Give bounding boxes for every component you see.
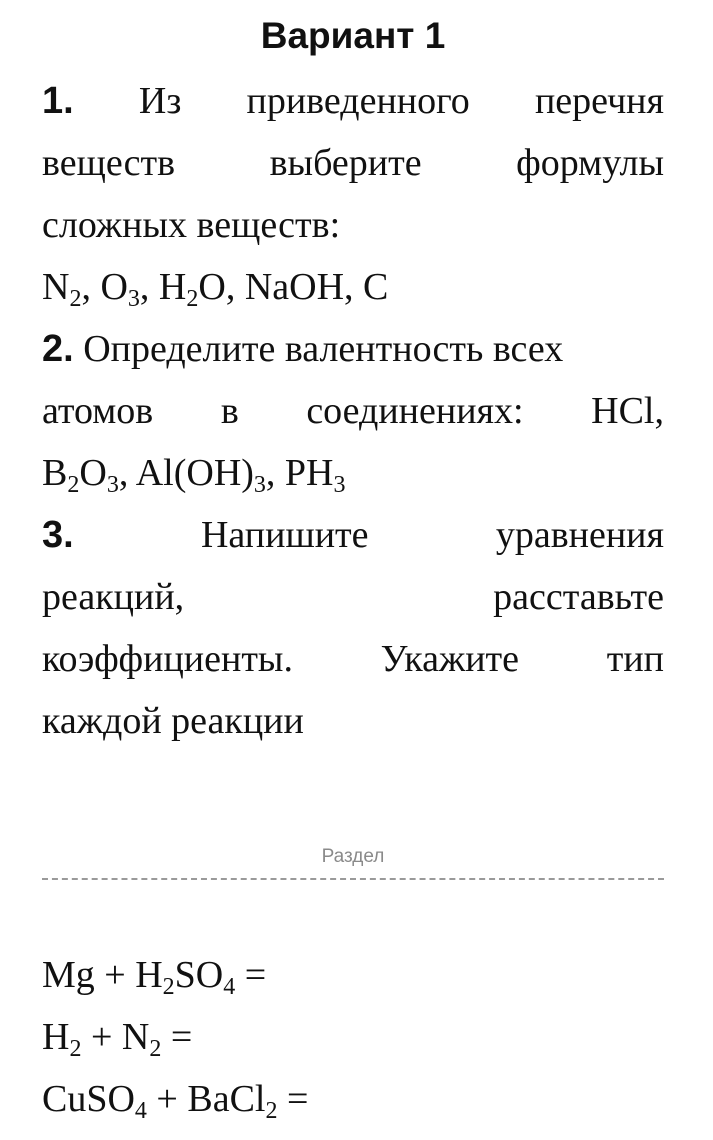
- formula-subscript: 3: [253, 472, 266, 498]
- equation-subscript: 2: [69, 1036, 82, 1062]
- formula-separator: ,: [225, 266, 245, 308]
- equation-part: SO: [174, 954, 224, 996]
- equation-part: + BaCl: [146, 1078, 266, 1120]
- formula-part: O: [79, 452, 107, 494]
- formula-separator: ,: [139, 266, 159, 308]
- question-3-word: уравнения: [495, 514, 664, 556]
- page-title: Вариант 1: [260, 15, 446, 56]
- formula-subscript: 3: [333, 472, 346, 498]
- question-2-line-1: [42, 318, 664, 380]
- equation-part: Mg + H: [42, 954, 163, 996]
- formula-part: O: [198, 266, 226, 308]
- formula-subscript: 2: [186, 286, 199, 312]
- question-1-word: приведенного: [246, 80, 470, 122]
- formula-part: C: [363, 266, 389, 308]
- equation-1: [42, 944, 664, 1006]
- question-1-number: 1.: [42, 80, 74, 122]
- question-3-word: Напишите: [200, 514, 369, 556]
- equation-subscript: 4: [223, 974, 236, 1000]
- question-1-word: перечня: [534, 80, 665, 122]
- formula-part: O: [100, 266, 128, 308]
- question-3-line-2: [42, 566, 664, 628]
- formula-part: Al(OH): [135, 452, 254, 494]
- question-2-word: HCl,: [591, 390, 664, 432]
- question-3-word: тип: [606, 638, 664, 680]
- formula-part: PH: [284, 452, 334, 494]
- formula-part: N: [42, 266, 70, 308]
- equations-list: [42, 944, 664, 1130]
- question-3-line-1: [42, 504, 664, 566]
- formula-separator: ,: [265, 452, 285, 494]
- question-3-line-3: [42, 628, 664, 690]
- equation-3: [42, 1068, 664, 1130]
- equation-2: [42, 1006, 664, 1068]
- question-1-word: формулы: [516, 142, 665, 184]
- equation-part: =: [235, 954, 267, 996]
- formula-separator: ,: [118, 452, 136, 494]
- question-3-word: реакций,: [42, 576, 185, 618]
- equation-part: H: [42, 1016, 70, 1058]
- question-1: [42, 70, 664, 318]
- question-2-word: атомов: [42, 390, 154, 432]
- question-1-word: выберите: [269, 142, 422, 184]
- dashed-divider-line: [42, 878, 664, 880]
- question-2-text: Определите валентность всех: [83, 328, 564, 370]
- question-1-line-2: [42, 132, 664, 194]
- question-1-word: Из: [138, 80, 182, 122]
- formula-separator: ,: [344, 266, 364, 308]
- formula-separator: ,: [81, 266, 101, 308]
- question-3-line-4: каждой реакции: [42, 700, 304, 742]
- formula-part: NaOH: [244, 266, 345, 308]
- equation-part: =: [161, 1016, 193, 1058]
- question-3-word: коэффициенты.: [42, 638, 293, 680]
- question-3: [42, 504, 664, 752]
- equation-subscript: 2: [162, 974, 175, 1000]
- question-1-word: веществ: [42, 142, 176, 184]
- question-3-number: 3.: [42, 514, 74, 556]
- section-label: Раздел: [321, 846, 385, 867]
- question-3-word: Укажите: [380, 638, 520, 680]
- equation-subscript: 4: [134, 1098, 147, 1124]
- formula-part: B: [42, 452, 68, 494]
- question-1-line-1: [42, 70, 664, 132]
- question-2-line-2: [42, 380, 664, 442]
- worksheet: [42, 0, 664, 752]
- question-2-formulas: [42, 442, 664, 504]
- formula-subscript: 3: [106, 472, 119, 498]
- equation-subscript: 2: [265, 1098, 278, 1124]
- question-1-line-3: сложных веществ:: [42, 204, 341, 246]
- question-2-number: 2.: [42, 328, 74, 370]
- equation-part: =: [277, 1078, 309, 1120]
- equation-subscript: 2: [149, 1036, 162, 1062]
- formula-part: H: [158, 266, 187, 308]
- question-2-word: соединениях:: [306, 390, 524, 432]
- question-3-word: расставьте: [493, 576, 664, 618]
- formula-subscript: 3: [127, 286, 140, 312]
- formula-subscript: 2: [69, 286, 82, 312]
- equation-part: CuSO: [42, 1078, 135, 1120]
- section-divider: [42, 846, 664, 886]
- equation-part: + N: [81, 1016, 150, 1058]
- question-2-word: в: [220, 390, 239, 432]
- question-2: [42, 318, 664, 504]
- question-1-formulas: [42, 256, 664, 318]
- formula-subscript: 2: [67, 472, 80, 498]
